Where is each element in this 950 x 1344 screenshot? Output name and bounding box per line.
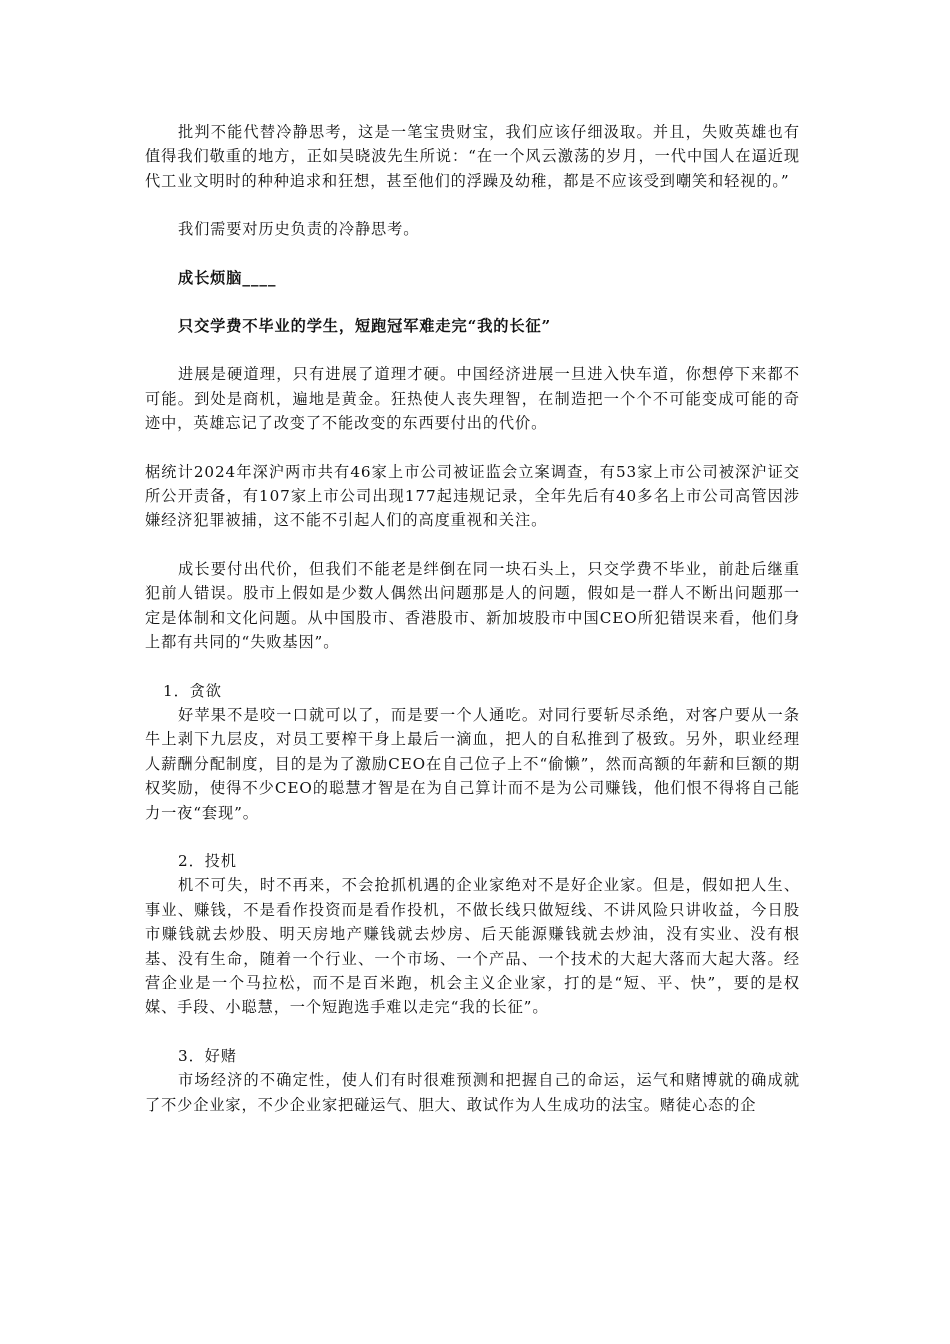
list-item-gambling-label: 3．好赌 xyxy=(178,1046,237,1065)
list-item-greed-label: 1．贪欲 xyxy=(163,681,222,700)
document-page xyxy=(145,120,800,1117)
paragraph-critique: 批判不能代替冷静思考，这是一笔宝贵财宝，我们应该仔细汲取。并且，失败英雄也有值得我们敬重的地方，正如吴晓波先生所说：“在一个风云激荡的岁月，一代中国人在逼近现代工业文明时的种种追求和狂想，甚至他们的浮躁及幼稚，都是不应该受到嘲笑和轻视的。” xyxy=(145,123,800,190)
section-heading: 成长烦脑____ xyxy=(178,268,277,287)
paragraph-growth-cost: 成长要付出代价，但我们不能老是绊倒在同一块石头上，只交学费不毕业，前赴后继重犯前人错误。股市上假如是少数人偶然出问题那是人的问题，假如是一群人不断出问题那一定是体制和文化问题。从中国股市、香港股市、新加坡股市中国CEO所犯错误来看，他们身上都有共同的“失败基因”。 xyxy=(145,559,800,652)
paragraph-history: 我们需要对历史负责的冷静思考。 xyxy=(178,220,420,239)
paragraph-gambling: 市场经济的不确定性，使人们有时很难预测和把握自己的命运，运气和赌博就的确成就了不少企业家，不少企业家把碰运气、胆大、敢试作为人生成功的法宝。赌徒心态的企 xyxy=(145,1071,800,1114)
paragraph-statistics: 椐统计2024年深沪两市共有46家上市公司被证监会立案调查，有53家上市公司被深沪证交所公开责备，有107家上市公司出现177起违规记录，全年先后有40多名上市公司高管因涉嫌经济犯罪被捕，这不能不引起人们的高度重视和关注。 xyxy=(145,462,800,530)
paragraph-development: 进展是硬道理，只有进展了道理才硬。中国经济进展一旦进入快车道，你想停下来都不可能。到处是商机，遍地是黄金。狂热使人丧失理智，在制造把一个个不可能变成可能的奇迹中，英雄忘记了改变了不能改变的东西要付出的代价。 xyxy=(145,365,800,433)
list-item-speculation-label: 2．投机 xyxy=(178,851,237,870)
paragraph-greed: 好苹果不是咬一口就可以了，而是要一个人通吃。对同行要斩尽杀绝，对客户要从一条牛上剥下九层皮，对员工要榨干身上最后一滴血，把人的自私推到了极致。另外，职业经理人薪酬分配制度，目的是为了激励CEO在自己位子上不“偷懒”，然而高额的年薪和巨额的期权奖励，使得不少CEO的聪慧才智是在为自己算计而不是为公司赚钱，他们恨不得将自己能力一夜“套现”。 xyxy=(145,705,800,822)
section-subheading: 只交学费不毕业的学生，短跑冠军难走完“我的长征” xyxy=(178,317,552,336)
paragraph-speculation: 机不可失，时不再来，不会抢抓机遇的企业家绝对不是好企业家。但是，假如把人生、事业、赚钱，不是看作投资而是看作投机，不做长线只做短线、不讲风险只讲收益，今日股市赚钱就去炒股、明天房地产赚钱就去炒房、后天能源赚钱就去炒油，没有实业、没有根基、没有生命，随着一个行业、一个市场、一个产品、一个技术的大起大落而大起大落。经营企业是一个马拉松，而不是百米跑，机会主义企业家，打的是“短、平、快”，要的是权媒、手段、小聪慧，一个短跑选手难以走完“我的长征”。 xyxy=(145,876,800,1017)
